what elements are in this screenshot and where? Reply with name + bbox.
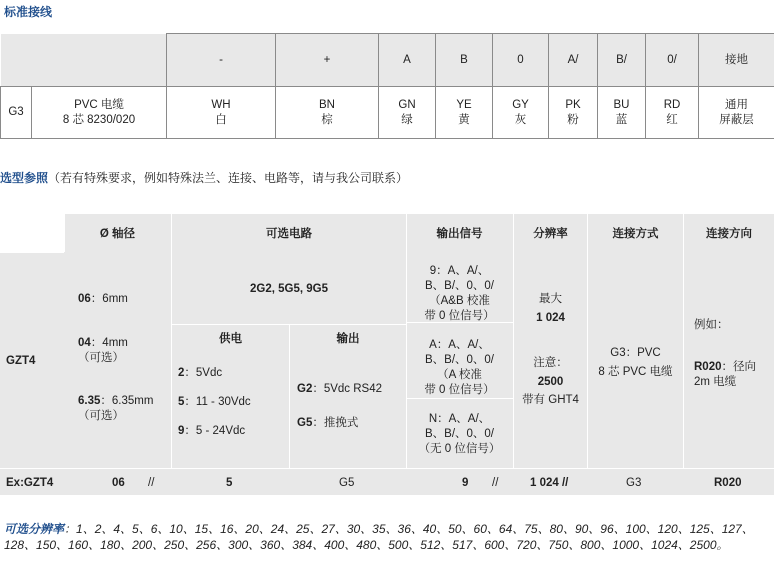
wiring-header: 0/ <box>646 34 699 87</box>
example-direction: R020 <box>714 477 742 489</box>
example-shaft: 06 <box>112 477 125 489</box>
wiring-header: B/ <box>598 34 646 87</box>
shaft-extra: （可选） <box>78 410 124 422</box>
output-option: G2：5Vdc RS42 <box>297 383 383 395</box>
supply-header: 供电 <box>219 333 242 345</box>
shaft-option <box>78 336 128 366</box>
wiring-cable-line1: PVC 电缆 <box>74 98 124 111</box>
wiring-cell <box>699 87 774 139</box>
wire-color-name: 屏蔽层 <box>719 113 754 126</box>
wiring-code: G3 <box>1 87 32 139</box>
supply-option: 2：5Vdc <box>178 367 223 379</box>
wire-color-name: 棕 <box>321 113 333 126</box>
wire-color-code: 通用 <box>725 98 748 111</box>
wiring-cable-line2: 8 芯 8230/020 <box>62 113 136 126</box>
wiring-cell <box>167 87 276 139</box>
example-sep: // <box>492 477 499 489</box>
wiring-cell <box>598 87 646 139</box>
header-direction: 连接方向 <box>706 228 752 240</box>
wiring-header: B <box>436 34 493 87</box>
wire-color-name: 粉 <box>567 113 579 126</box>
resolution-list-text: ：1、2、4、5、6、10、15、16、20、24、25、27、30、35、36、40、50、60、64、75、80、90、96、100、120、125、127、128、150、160、180、200、250、256、300、360、384、400、480、500、512、517、600、720、750、800、1000、1024、2500。 <box>4 522 754 552</box>
wiring-header: - <box>167 34 276 87</box>
supply-option: 5：11 - 30Vdc <box>178 396 251 408</box>
shaft-extra: （可选） <box>78 352 124 364</box>
wire-color-name: 绿 <box>401 113 413 126</box>
direction-example: 例如： <box>694 319 729 331</box>
selection-heading <box>0 169 408 186</box>
shaft-code: 6.35 <box>78 395 101 407</box>
connection-info: G3：PVC 8 芯 PVC 电缆 <box>598 347 673 378</box>
wiring-cell <box>276 87 379 139</box>
resolution-max: 最大 1 024 <box>536 293 565 324</box>
output-option: G5：推挽式 <box>297 417 359 429</box>
selection-table <box>0 214 774 495</box>
example-resolution: 1 024 // <box>530 477 569 489</box>
resolution-list <box>4 521 774 553</box>
wire-color-code: BU <box>613 98 630 111</box>
selection-note: （若有特殊要求，例如特殊法兰、连接、电路等，请与我公司联系） <box>48 171 409 185</box>
wire-color-code: YE <box>456 98 472 111</box>
wiring-cell <box>379 87 436 139</box>
resolution-list-label: 可选分辨率 <box>4 522 65 536</box>
model-code: GZT4 <box>6 355 36 367</box>
wire-color-code: GY <box>512 98 529 111</box>
example-connection: G3 <box>626 477 642 489</box>
wire-color-name: 黄 <box>458 113 470 126</box>
wire-color-name: 红 <box>666 113 678 126</box>
wiring-cable <box>32 87 167 139</box>
selection-title: 选型参照 <box>0 171 49 185</box>
wiring-corner <box>1 34 167 87</box>
signal-option: N：A、A/、 B、B/、0、0/ （无 0 位信号） <box>418 413 501 455</box>
shaft-option <box>78 292 128 307</box>
wiring-cell <box>646 87 699 139</box>
wiring-header: 接地 <box>699 34 774 87</box>
wiring-header: A <box>379 34 436 87</box>
header-resolution: 分辨率 <box>533 228 568 240</box>
direction-info: R020：径向 2m 电缆 <box>694 361 756 388</box>
wire-color-code: GN <box>398 98 416 111</box>
header-connection: 连接方式 <box>612 228 659 240</box>
resolution-note: 注意： 2500 带有 GHT4 <box>522 357 579 406</box>
shaft-text: ：6mm <box>90 293 128 305</box>
wire-color-name: 白 <box>215 113 227 126</box>
wire-color-name: 灰 <box>514 113 527 126</box>
example-label: Ex:GZT4 <box>6 477 54 489</box>
wire-color-code: PK <box>565 98 581 111</box>
example-sep: // <box>148 477 155 489</box>
example-supply: 5 <box>226 477 233 489</box>
wire-color-code: WH <box>211 98 231 111</box>
wiring-cell <box>493 87 549 139</box>
header-output-signal: 输出信号 <box>436 228 483 240</box>
wiring-table <box>0 33 774 139</box>
header-shaft: Ø 轴径 <box>99 228 136 240</box>
wire-color-name: 蓝 <box>615 113 628 126</box>
wiring-cell <box>436 87 493 139</box>
shaft-option <box>78 394 153 424</box>
shaft-code: 04 <box>78 337 91 349</box>
shaft-code: 06 <box>78 293 91 305</box>
wire-color-code: RD <box>663 98 681 111</box>
example-signal: 9 <box>462 477 469 489</box>
example-output: G5 <box>339 477 355 489</box>
signal-option: 9：A、A/、 B、B/、0、0/ （A&B 校准 带 0 位信号） <box>424 265 495 322</box>
wiring-header: + <box>276 34 379 87</box>
wiring-header: 0 <box>493 34 549 87</box>
header-circuit: 可选电路 <box>266 228 312 240</box>
wire-color-code: BN <box>319 98 335 111</box>
wiring-header: A/ <box>549 34 598 87</box>
output-header: 输出 <box>336 333 360 345</box>
signal-option: A：A、A/、 B、B/、0、0/ （A 校准 带 0 位信号） <box>424 339 495 396</box>
shaft-text: ：6.35mm <box>100 395 154 407</box>
supply-option: 9：5 - 24Vdc <box>178 425 246 437</box>
wiring-title: 标准接线 <box>4 5 53 19</box>
wiring-cell <box>549 87 598 139</box>
circuit-codes: 2G2, 5G5, 9G5 <box>250 283 328 295</box>
shaft-text: ：4mm <box>90 337 128 349</box>
